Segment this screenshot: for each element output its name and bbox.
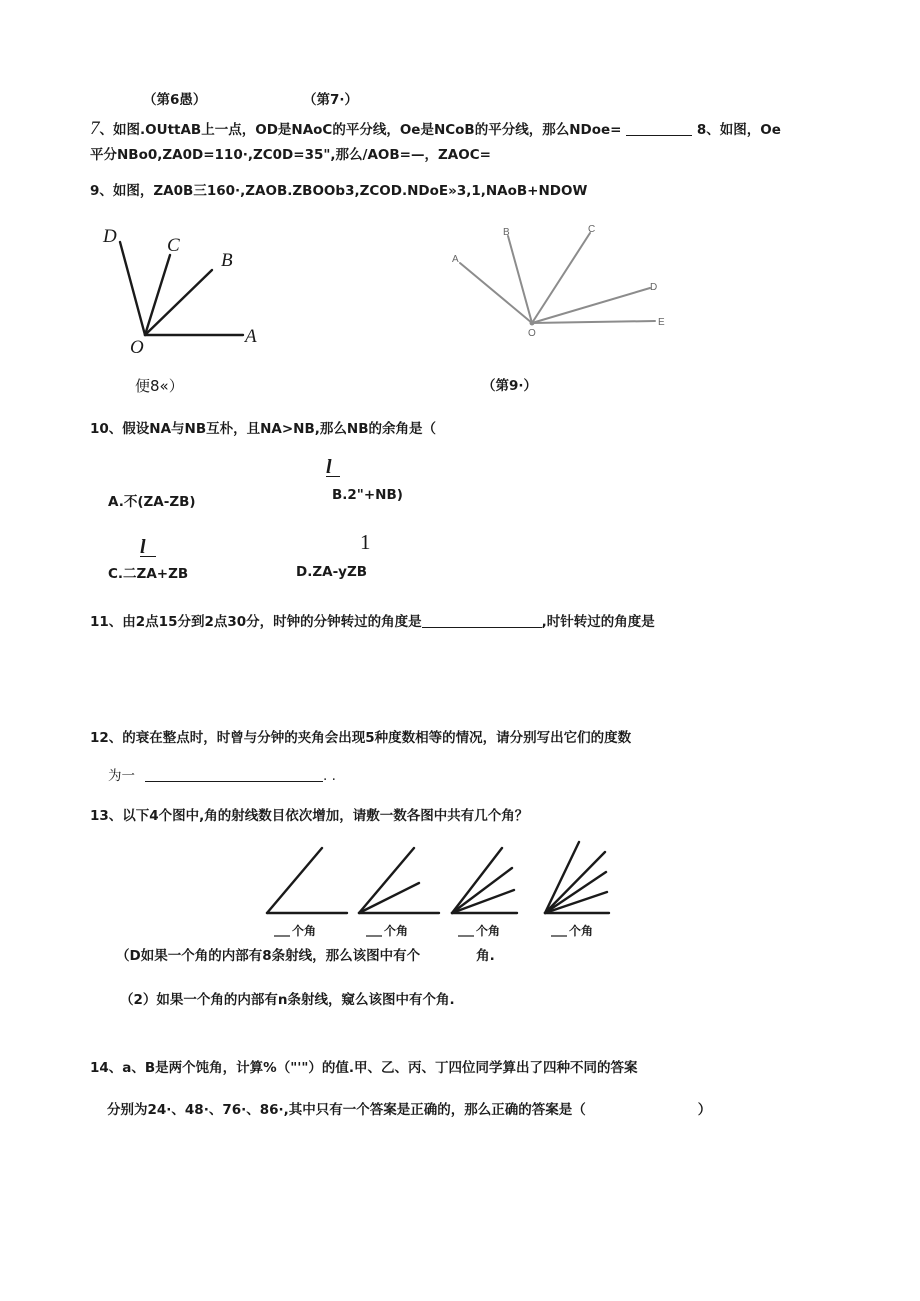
label-e: E xyxy=(658,317,665,328)
fraction-mark-d: 1 xyxy=(360,530,371,554)
label-o: O xyxy=(130,337,144,358)
label-b: B xyxy=(503,227,510,238)
option-b[interactable]: B.2"+NB) xyxy=(332,487,403,503)
figure-8-angle-diagram xyxy=(95,222,275,362)
label-d: D xyxy=(103,226,117,247)
fraction-mark-c: l xyxy=(140,536,146,558)
question-11-text-a: 11、由2点15分到2点30分，时钟的分钟转过的角度是 xyxy=(90,614,422,630)
question-10-stem: 10、假设NA与NB互朴，且NA>NB,那么NB的余角是（ xyxy=(90,421,436,437)
question-13-sub1 xyxy=(116,948,495,964)
figure-9-angle-diagram xyxy=(445,218,675,343)
label-d: D xyxy=(650,282,658,293)
ray-od xyxy=(532,288,650,323)
caption-fig9: （第9·） xyxy=(482,378,538,394)
figure-13-4 xyxy=(545,842,609,913)
ray-oc xyxy=(532,233,590,323)
ray-oe xyxy=(532,321,655,323)
question-8-line2: 平分NBo0,ZA0D=110·,ZC0D=35",那么/AOB=—，ZAOC= xyxy=(90,147,491,163)
label-b: B xyxy=(221,250,233,271)
option-d[interactable]: D.ZA-yZB xyxy=(296,564,368,580)
question-13-sub1-text: （D如果一个角的内部有8条射线，那么该图中有个 xyxy=(116,948,421,964)
answer-blank-q12[interactable] xyxy=(145,781,323,782)
label-o: O xyxy=(528,328,536,339)
fraction-mark-b: l xyxy=(326,456,332,478)
question-14-close-paren: ） xyxy=(697,1102,712,1118)
question-7-text: 、如图.OUttAB上一点，OD是NAoC的平分线，Oe是NCoB的平分线，那么NDoe= xyxy=(99,122,622,138)
figure-13-1-label: 个角 xyxy=(292,924,317,938)
label-a: A xyxy=(452,254,459,265)
question-9: 9、如图，ZA0B三160·,ZAOB.ZBOOb3,ZCOD.NDoE»3,1,NAoB+NDOW xyxy=(90,183,588,199)
question-7-number: 7 xyxy=(90,118,100,139)
figure-13-2 xyxy=(359,848,439,913)
question-12-suffix: . . xyxy=(323,768,336,784)
answer-blank-q7[interactable] xyxy=(626,135,692,136)
question-13-stem: 13、以下4个图中,角的射线数目依次增加，请敷一数各图中共有几个角？ xyxy=(90,808,529,824)
figure-13-3 xyxy=(452,848,517,913)
fraction-bar-b xyxy=(326,458,340,477)
fraction-bar-c xyxy=(140,538,156,557)
caption-fig8: 便8«） xyxy=(135,377,184,395)
vertex-o-dot xyxy=(530,321,535,326)
question-14-text: 分别为24·、48·、76·、86·,其中只有一个答案是正确的，那么正确的答案是（ xyxy=(107,1102,586,1118)
question-12-line1: 12、的衰在整点时，时曾与分钟的夹角会出现5种度数相等的情况，请分别写出它们的度数 xyxy=(90,730,632,746)
label-a: A xyxy=(245,326,257,347)
question-14-line1: 14、a、B是两个饨角，计算%（"'"）的值.甲、乙、丙、丁四位同学算出了四种不同的答案 xyxy=(90,1060,638,1076)
question-13-sub2: （2）如果一个角的内部有n条射线，窥么该图中有个角. xyxy=(120,992,455,1008)
question-13-ray-figures xyxy=(262,838,622,944)
question-12-prefix: 为一 xyxy=(108,768,135,784)
question-7-line1 xyxy=(90,118,781,141)
question-13-sub1-suffix: 角. xyxy=(476,948,495,964)
question-14-line2 xyxy=(107,1102,711,1118)
question-11 xyxy=(90,614,655,630)
question-8-start: 8、如图，Oe xyxy=(696,122,781,138)
ray-oa xyxy=(460,263,532,323)
option-a[interactable]: A.不(ZA-ZB) xyxy=(108,494,196,510)
figure-13-4-label: 个角 xyxy=(569,924,594,938)
question-11-text-b: ,时针转过的角度是 xyxy=(541,614,655,630)
ray-od xyxy=(120,242,145,335)
figure-13-3-label: 个角 xyxy=(476,924,501,938)
figure-13-1 xyxy=(267,848,347,913)
caption-fig6: （第6愚） xyxy=(143,92,207,108)
label-c: C xyxy=(167,235,180,256)
caption-fig7: （第7·） xyxy=(303,92,359,108)
answer-blank-q11-minute[interactable] xyxy=(422,627,542,628)
option-c[interactable]: C.二ZA+ZB xyxy=(108,566,189,582)
ray-ob xyxy=(508,236,532,323)
figure-13-2-label: 个角 xyxy=(384,924,409,938)
question-12-line2 xyxy=(108,768,336,784)
label-c: C xyxy=(588,224,596,235)
